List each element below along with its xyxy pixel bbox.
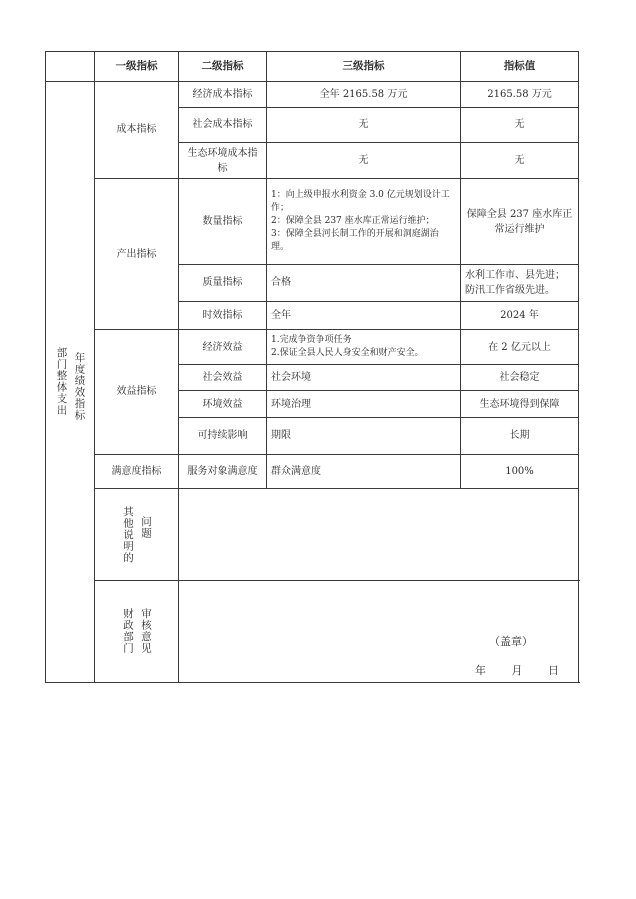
cost-row-name: 生态环境成本指标 — [179, 142, 267, 179]
satisfaction-name: 服务对象满意度 — [179, 454, 267, 489]
satisfaction-category: 满意度指标 — [95, 454, 179, 489]
benefit-row-name: 可持续影响 — [179, 417, 267, 454]
cost-row-value: 2165.58 万元 — [461, 81, 579, 108]
output-row-name: 质量指标 — [179, 265, 267, 302]
cost-row-value: 无 — [461, 108, 579, 143]
benefit-row-name: 环境效益 — [179, 391, 267, 418]
other-label-cell — [95, 489, 179, 581]
header-level2: 二级指标 — [179, 52, 267, 82]
benefit-row-value: 社会稳定 — [461, 364, 579, 391]
other-label-right: 问题 — [140, 515, 152, 539]
performance-table — [45, 51, 579, 683]
satisfaction-value: 100% — [461, 454, 579, 489]
desc-line: 1：向上级申报水利资金 3.0 亿元规划设计工作； — [271, 190, 450, 214]
cost-row-desc: 无 — [267, 142, 461, 179]
cost-row-name: 社会成本指标 — [179, 108, 267, 143]
benefit-row-desc: 环境治理 — [267, 391, 461, 418]
output-row-desc — [267, 179, 461, 265]
finance-label-right: 审核意见 — [140, 608, 152, 655]
header-blank-cell — [46, 52, 95, 82]
output-row-value: 水利工作市、县先进；防汛工作省级先进。 — [461, 265, 579, 302]
benefit-row-desc: 期限 — [267, 417, 461, 454]
output-row-name: 时效指标 — [179, 301, 267, 330]
benefit-category: 效益指标 — [95, 330, 179, 454]
output-row-value: 保障全县 237 座水库正常运行维护 — [461, 179, 579, 265]
dept-label-left: 部门整体支出 — [55, 347, 68, 417]
cost-category: 成本指标 — [95, 81, 179, 179]
output-row-desc: 合格 — [267, 265, 461, 302]
desc-line: 1.完成争资争项任务 — [271, 335, 352, 346]
finance-review-content — [179, 580, 579, 682]
header-level1: 一级指标 — [95, 52, 179, 82]
other-label-left: 其他说明的 — [122, 505, 134, 564]
other-notes-content — [179, 489, 579, 581]
header-value: 指标值 — [461, 52, 579, 82]
desc-line: 2.保证全县人民人身安全和财产安全。 — [271, 348, 424, 359]
dept-label-right: 年度绩效指标 — [73, 352, 86, 422]
desc-line: 2：保障全县 237 座水库正常运行维护； — [271, 216, 435, 227]
benefit-row-desc — [267, 330, 461, 365]
desc-line: 3：保障全县河长制工作的开展和洞庭湖治理。 — [271, 229, 439, 253]
cost-row-value: 无 — [461, 142, 579, 179]
cost-row-name: 经济成本指标 — [179, 81, 267, 108]
seal-placeholder: （盖章） — [489, 634, 533, 648]
benefit-row-value: 生态环境得到保障 — [461, 391, 579, 418]
benefit-row-name: 经济效益 — [179, 330, 267, 365]
output-category: 产出指标 — [95, 179, 179, 330]
output-row-value: 2024 年 — [461, 301, 579, 330]
benefit-row-value: 长期 — [461, 417, 579, 454]
finance-label-cell — [95, 580, 179, 682]
date-placeholder: 年 月 日 — [475, 663, 559, 677]
benefit-row-value: 在 2 亿元以上 — [461, 330, 579, 365]
header-level3: 三级指标 — [267, 52, 461, 82]
cost-row-desc: 全年 2165.58 万元 — [267, 81, 461, 108]
cost-row-desc: 无 — [267, 108, 461, 143]
benefit-row-desc: 社会环境 — [267, 364, 461, 391]
finance-label-left: 财政部门 — [122, 608, 134, 655]
benefit-row-name: 社会效益 — [179, 364, 267, 391]
output-row-name: 数量指标 — [179, 179, 267, 265]
dept-label-cell — [46, 81, 95, 682]
satisfaction-desc: 群众满意度 — [267, 454, 461, 489]
output-row-desc: 全年 — [267, 301, 461, 330]
